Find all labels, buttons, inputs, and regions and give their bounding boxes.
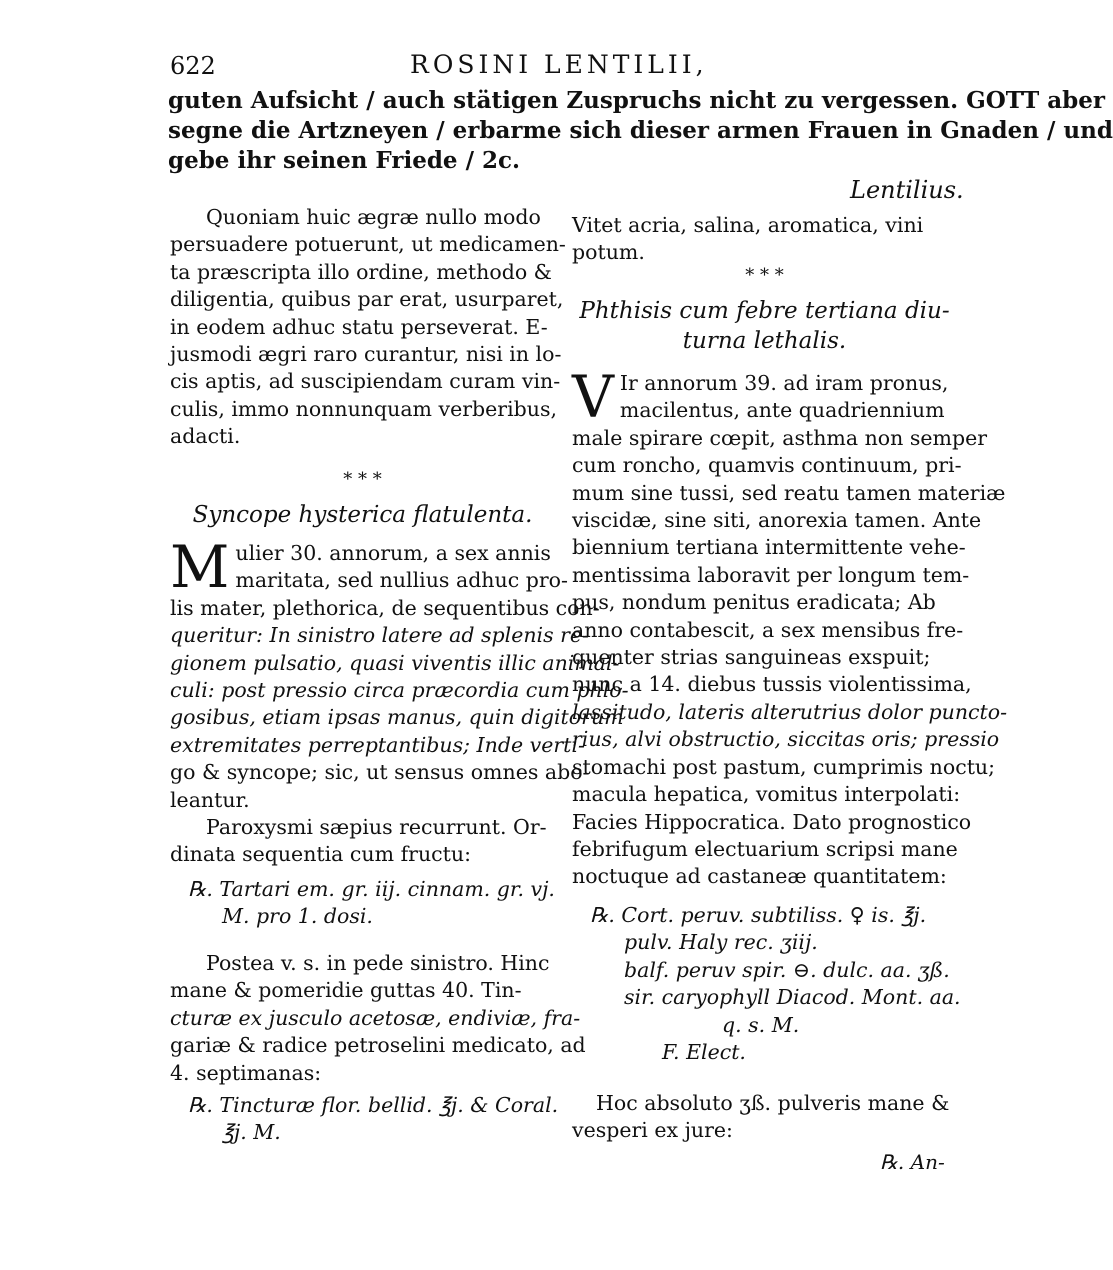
left-prescription-2 [170, 1092, 559, 1147]
text-line: maritata, sed nullius adhuc pro- [235, 568, 568, 593]
page-number: 622 [170, 52, 216, 80]
text-line: lis mater, plethorica, de sequentibus con- [170, 595, 600, 620]
text-line: gariæ & radice petroselini medicato, ad [170, 1033, 586, 1058]
catchword: ℞. An- [880, 1150, 945, 1174]
text-line: Postea v. s. in pede sinistro. Hinc [206, 951, 550, 975]
section-heading-line: turna lethalis. [682, 328, 847, 354]
right-case-text [572, 363, 1008, 891]
drop-cap: M [170, 533, 230, 601]
text-line: Hoc absoluto ʒß. pulveris mane & [596, 1091, 950, 1115]
right-prescription [572, 902, 961, 1066]
text-line: anno contabescit, a sex mensibus fre- [572, 617, 964, 642]
german-passage [168, 86, 1113, 176]
text-line: cum roncho, quamvis continuum, pri- [572, 453, 962, 478]
text-line: go & syncope; sic, ut sensus omnes abo- [170, 760, 590, 785]
text-line: vesperi ex jure: [572, 1118, 733, 1143]
text-line: quenter strias sanguineas exspuit; [572, 645, 931, 670]
prescription-line: ℥j. M. [222, 1120, 281, 1145]
prescription-line: pulv. Haly rec. ʒiij. [624, 930, 818, 955]
text-line: ulier 30. annorum, a sex annis [235, 541, 551, 565]
german-line: gebe ihr seinen Friede / 2c. [168, 147, 520, 174]
text-line: in eodem adhuc statu perseverat. E- [170, 314, 548, 339]
german-line: segne die Artzneyen / erbarme sich dieser armen Frauen in Gnaden / und [168, 117, 1113, 144]
prescription-line: F. Elect. [662, 1040, 746, 1065]
text-line: gosibus, etiam ipsas manus, quin digitorum [170, 705, 624, 730]
text-line: rius, alvi obstructio, siccitas oris; pressio [572, 727, 1000, 752]
text-line: lassitudo, lateris alterutrius dolor puncto- [572, 699, 1008, 724]
prescription-line: ℞. Tincturæ flor. bellid. ℥j. & Coral. [188, 1093, 559, 1117]
text-line: mentissima laboravit per longum tem- [572, 562, 970, 587]
text-line: cturæ ex jusculo acetosæ, endiviæ, fra- [170, 1005, 581, 1030]
prescription-line: balf. peruv spir. ⊖. dulc. aa. ʒß. [624, 957, 950, 982]
text-line: ta præscripta illo ordine, methodo & [170, 259, 552, 284]
section-heading-line: Phthisis cum febre tertiana diu- [579, 298, 950, 324]
text-line: gionem pulsatio, quasi viventis illic animal- [170, 650, 620, 675]
text-line: male spirare cœpit, asthma non semper [572, 425, 988, 450]
left-postea-text [170, 950, 586, 1087]
running-title: ROSINI LENTILII, [410, 50, 708, 79]
text-line: 4. septimanas: [170, 1060, 322, 1085]
text-line: Facies Hippocratica. Dato prognostico [572, 809, 972, 834]
prescription-line: sir. caryophyll Diacod. Mont. aa. [624, 985, 961, 1010]
right-hoc-text [572, 1090, 957, 1145]
text-line: extremitates perreptantibus; Inde verti- [170, 732, 585, 757]
text-line: culis, immo nonnunquam verberibus, [170, 396, 557, 421]
left-prescription-1 [170, 876, 555, 931]
text-line: jusmodi ægri raro curantur, nisi in lo- [170, 342, 562, 367]
prescription-line: M. pro 1. dosi. [222, 904, 373, 929]
asterism: * * * [343, 469, 382, 490]
text-line: viscidæ, sine siti, anorexia tamen. Ante [572, 508, 982, 533]
text-line: culi: post pressio circa præcordia cum phlo- [170, 678, 629, 703]
right-section-heading [572, 265, 957, 356]
text-line: leantur. [170, 787, 250, 812]
text-line: macula hepatica, vomitus interpolati: [572, 782, 961, 807]
text-line: diligentia, quibus par erat, usurparet, [170, 287, 564, 312]
text-line: nunc a 14. diebus tussis violentissima, [572, 672, 972, 697]
text-line: mum sine tussi, sed reatu tamen materiæ [572, 480, 1006, 505]
text-line: Paroxysmi sæpius recurrunt. Or- [206, 815, 547, 840]
text-line: dinata sequentia cum fructu: [170, 842, 471, 867]
text-line: biennium tertiana intermittente vehe- [572, 535, 966, 560]
left-section-heading [170, 469, 555, 529]
prescription-line: q. s. M. [722, 1012, 800, 1037]
text-line: Ir annorum 39. ad iram pronus, [619, 371, 949, 395]
left-column-top [170, 204, 566, 451]
prescription-line: ℞. Tartari em. gr. iij. cinnam. gr. vj. [188, 877, 555, 901]
text-line: queritur: In sinistro latere ad splenis re- [170, 623, 589, 648]
text-line: Quoniam huic ægræ nullo modo [206, 205, 541, 229]
text-line: persuadere potuerunt, ut medicamen- [170, 232, 566, 257]
text-line: febrifugum electuarium scripsi mane [572, 836, 958, 861]
left-case-text [170, 533, 629, 869]
text-line: adacti. [170, 424, 241, 449]
drop-cap: V [572, 363, 614, 431]
text-line: mane & pomeridie guttas 40. Tin- [170, 978, 522, 1003]
text-line: pus, nondum penitus eradicata; Ab [572, 590, 936, 615]
asterism: * * * [745, 265, 784, 286]
right-column-top [572, 212, 957, 267]
text-line: stomachi post pastum, cumprimis noctu; [572, 754, 996, 779]
text-line: cis aptis, ad suscipiendam curam vin- [170, 369, 561, 394]
text-line: noctuque ad castaneæ quantitatem: [572, 864, 947, 889]
german-line: guten Aufsicht / auch stätigen Zuspruchs nicht zu vergessen. GOTT aber [168, 87, 1105, 114]
prescription-line: ℞. Cort. peruv. subtiliss. ♀ is. ℥j. [590, 903, 927, 927]
text-line: potum. [572, 240, 645, 265]
text-line: macilentus, ante quadriennium [619, 398, 945, 423]
text-line: Vitet acria, salina, aromatica, vini [572, 213, 924, 237]
section-heading: Syncope hysterica flatulenta. [192, 502, 533, 528]
signature: Lentilius. [850, 176, 964, 204]
